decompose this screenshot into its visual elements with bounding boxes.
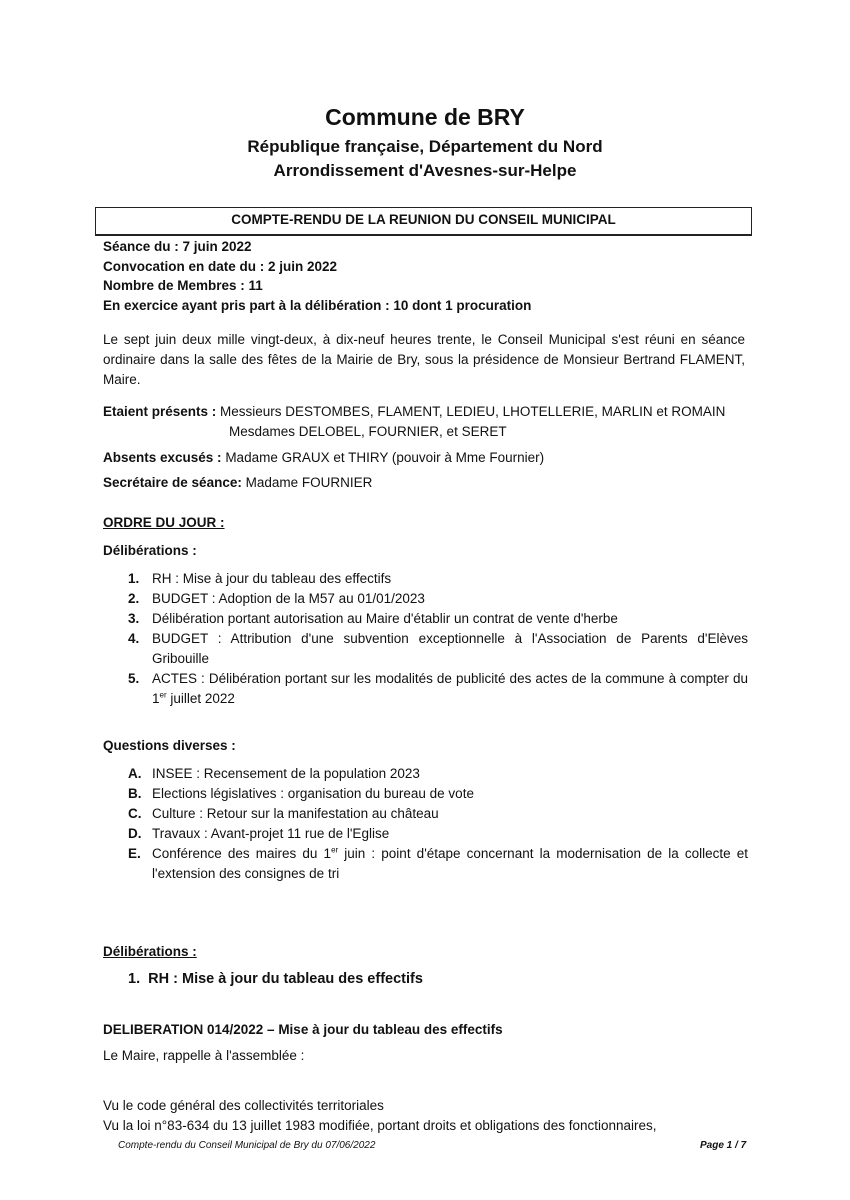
section-item-title <box>128 971 423 987</box>
vu-line-2: Vu la loi n°83-634 du 13 juillet 1983 modifiée, portant droits et obligations des fonctionnaires, <box>103 1118 657 1133</box>
list-item: B. Elections législatives : organisation du bureau de vote <box>128 786 474 801</box>
arrondissement-subtitle: Arrondissement d'Avesnes-sur-Helpe <box>273 161 577 180</box>
secretaire-label: Secrétaire de séance: <box>103 475 242 490</box>
presents-men: Messieurs DESTOMBES, FLAMENT, LEDIEU, LHOTELLERIE, MARLIN et ROMAIN <box>216 404 726 419</box>
list-item: 5. ACTES : Délibération portant sur les modalités de publicité des actes de la commune à compter du 1er juillet 2022 <box>128 671 748 706</box>
section-item-text: RH : Mise à jour du tableau des effectifs <box>148 971 423 987</box>
list-item: D. Travaux : Avant-projet 11 rue de l'Eglise <box>128 826 390 841</box>
secretaire-line <box>103 473 372 493</box>
republic-subtitle: République française, Département du Nord <box>247 137 603 156</box>
absents-line <box>103 448 544 468</box>
deliberations-subheading: Délibérations : <box>103 543 197 558</box>
convocation-date: Convocation en date du : 2 juin 2022 <box>103 259 338 274</box>
exercise-count: En exercice ayant pris part à la délibération : 10 dont 1 procuration <box>103 298 532 313</box>
deliberations-list <box>128 569 748 709</box>
absents-label: Absents excusés : <box>103 450 222 465</box>
agenda-heading: ORDRE DU JOUR : <box>103 515 225 530</box>
presents-women: Mesdames DELOBEL, FOURNIER, et SERET <box>229 424 507 439</box>
questions-list <box>128 764 748 884</box>
secretaire-value: Madame FOURNIER <box>241 475 373 490</box>
questions-heading: Questions diverses : <box>103 738 236 753</box>
list-item: E. Conférence des maires du 1er juin : point d'étape concernant la modernisation de la collecte et l'extension des consignes de tri <box>128 845 749 881</box>
rappel-text: Le Maire, rappelle à l'assemblée : <box>103 1048 305 1063</box>
page-number: Page 1 / 7 <box>700 1140 747 1151</box>
report-banner <box>95 207 752 236</box>
list-item: 1. RH : Mise à jour du tableau des effectifs <box>128 571 392 586</box>
list-item: 2. BUDGET : Adoption de la M57 au 01/01/2023 <box>128 591 425 606</box>
seance-date: Séance du : 7 juin 2022 <box>103 239 252 254</box>
commune-title: Commune de BRY <box>325 104 525 130</box>
section-item-num: 1. <box>128 971 141 987</box>
list-item: A. INSEE : Recensement de la population 2023 <box>128 766 420 781</box>
footer-caption: Compte-rendu du Conseil Municipal de Bry du 07/06/2022 <box>118 1140 376 1151</box>
intro-paragraph: Le sept juin deux mille vingt-deux, à dix-neuf heures trente, le Conseil Municipal s'est réuni en séance ordinaire dans la salle des fêtes de la Mairie de Bry, sous la présidence de Monsieur Bertrand FLAMENT, Maire. <box>103 332 745 387</box>
member-count: Nombre de Membres : 11 <box>103 278 263 293</box>
list-item: 3. Délibération portant autorisation au Maire d'établir un contrat de vente d'herbe <box>128 611 618 626</box>
presents-label: Etaient présents : <box>103 404 217 419</box>
vu-line-1: Vu le code général des collectivités territoriales <box>103 1098 384 1113</box>
list-item: 4. BUDGET : Attribution d'une subvention exceptionnelle à l'Association de Parents d'Elèves Gribouille <box>128 631 748 666</box>
deliberation-title: DELIBERATION 014/2022 – Mise à jour du tableau des effectifs <box>103 1022 503 1037</box>
report-banner-title: COMPTE-RENDU DE LA REUNION DU CONSEIL MUNICIPAL <box>231 212 616 227</box>
list-item: C. Culture : Retour sur la manifestation au château <box>128 806 439 821</box>
section-heading: Délibérations : <box>103 944 197 959</box>
presents-line <box>103 402 725 422</box>
absents-value: Madame GRAUX et THIRY (pouvoir à Mme Fournier) <box>221 450 545 465</box>
